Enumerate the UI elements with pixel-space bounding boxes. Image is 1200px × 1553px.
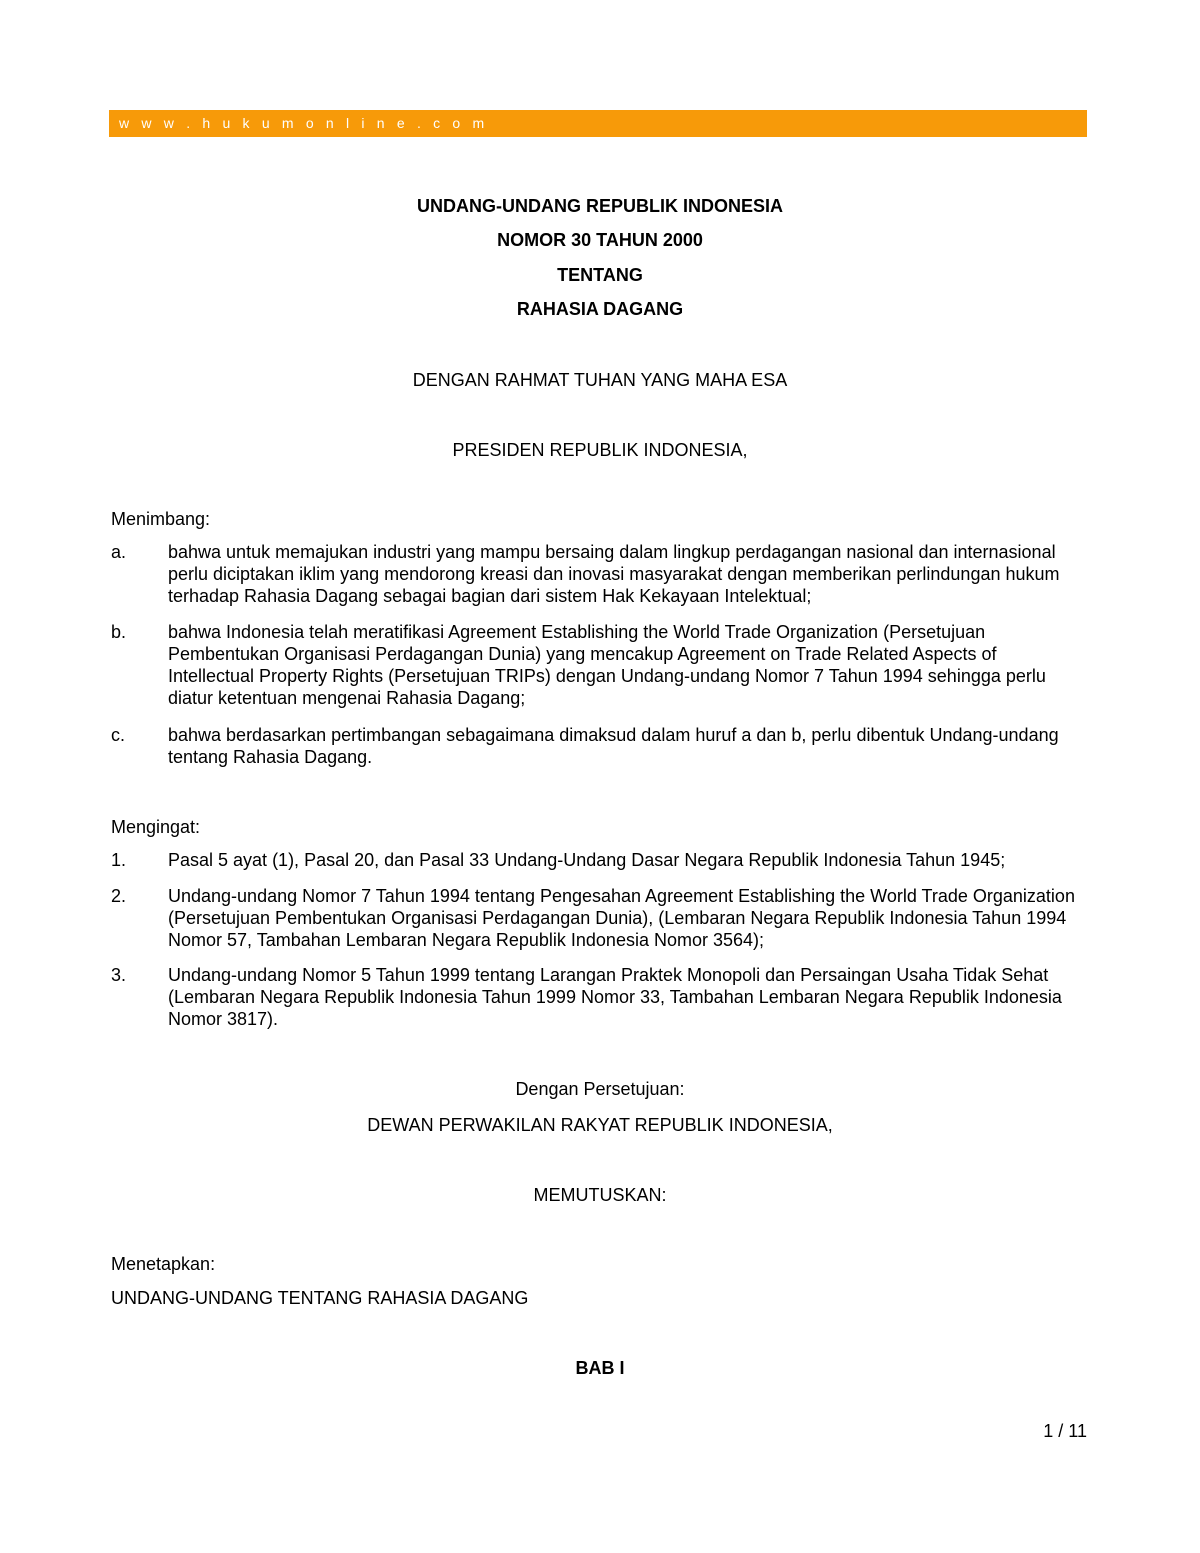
approval-label: Dengan Persetujuan: <box>515 1079 685 1099</box>
mengingat-item <box>111 849 1081 871</box>
item-text: Pasal 5 ayat (1), Pasal 20, dan Pasal 33 Undang-Undang Dasar Negara Republik Indonesia Tahun 1945; <box>168 850 1006 870</box>
decision-heading: MEMUTUSKAN: <box>533 1185 667 1205</box>
item-text: bahwa berdasarkan pertimbangan sebagaimana dimaksud dalam huruf a dan b, perlu dibentuk Undang-undang tentang Rahasia Dagang. <box>168 725 1059 767</box>
item-marker: 1. <box>111 850 127 870</box>
item-marker: 3. <box>111 965 127 985</box>
mengingat-item <box>111 964 1081 1030</box>
header-banner <box>109 110 1087 137</box>
item-text: bahwa Indonesia telah meratifikasi Agreement Establishing the World Trade Organization (Persetujuan Pembentukan Organisasi Perdagangan Dunia) yang mencakup Agreement on Trade Related Aspects of Intellectual Property Rights (Persetujuan TRIPs) dengan Undang-undang Nomor 7 Tahun 1994 sehingga perlu diatur ketentuan mengenai Rahasia Dagang; <box>168 622 1046 708</box>
item-text: bahwa untuk memajukan industri yang mampu bersaing dalam lingkup perdagangan nasional dan internasional perlu diciptakan iklim yang mendorong kreasi dan inovasi masyarakat dengan memberikan perlindungan hukum terhadap Rahasia Dagang sebagai bagian dari sistem Hak Kekayaan Intelektual; <box>168 542 1060 606</box>
item-marker: a. <box>111 542 127 562</box>
mengingat-item <box>111 885 1081 951</box>
menimbang-item <box>111 541 1081 607</box>
page-number: 1 / 11 <box>1043 1421 1087 1441</box>
item-marker: b. <box>111 622 127 642</box>
menimbang-item <box>111 621 1081 709</box>
title-line-2: NOMOR 30 TAHUN 2000 <box>497 230 703 250</box>
president-heading: PRESIDEN REPUBLIK INDONESIA, <box>452 440 748 460</box>
chapter-heading: BAB I <box>575 1358 625 1378</box>
menetapkan-label: Menetapkan: <box>111 1254 216 1274</box>
title-line-4: RAHASIA DAGANG <box>516 299 684 319</box>
menimbang-item <box>111 724 1081 768</box>
law-name: UNDANG-UNDANG TENTANG RAHASIA DAGANG <box>111 1288 529 1308</box>
mengingat-label: Mengingat: <box>111 817 201 837</box>
item-text: Undang-undang Nomor 5 Tahun 1999 tentang Larangan Praktek Monopoli dan Persaingan Usaha Tidak Sehat (Lembaran Negara Republik Indonesia Tahun 1999 Nomor 33, Tambahan Lembaran Negara Republik Indonesia Nomor 3817). <box>168 965 1062 1029</box>
website-url: w w w . h u k u m o n l i n e . c o m <box>119 115 489 131</box>
approval-body: DEWAN PERWAKILAN RAKYAT REPUBLIK INDONESIA, <box>367 1115 833 1135</box>
blessing: DENGAN RAHMAT TUHAN YANG MAHA ESA <box>412 370 788 390</box>
title-line-3: TENTANG <box>557 265 643 285</box>
item-marker: c. <box>111 725 126 745</box>
item-marker: 2. <box>111 886 127 906</box>
title-line-1: UNDANG-UNDANG REPUBLIK INDONESIA <box>416 196 783 216</box>
menimbang-label: Menimbang: <box>111 509 211 529</box>
item-text: Undang-undang Nomor 7 Tahun 1994 tentang Pengesahan Agreement Establishing the World Trade Organization (Persetujuan Pembentukan Organisasi Perdagangan Dunia), (Lembaran Negara Republik Indonesia Tahun 1994 Nomor 57, Tambahan Lembaran Negara Republik Indonesia Nomor 3564); <box>168 886 1075 950</box>
